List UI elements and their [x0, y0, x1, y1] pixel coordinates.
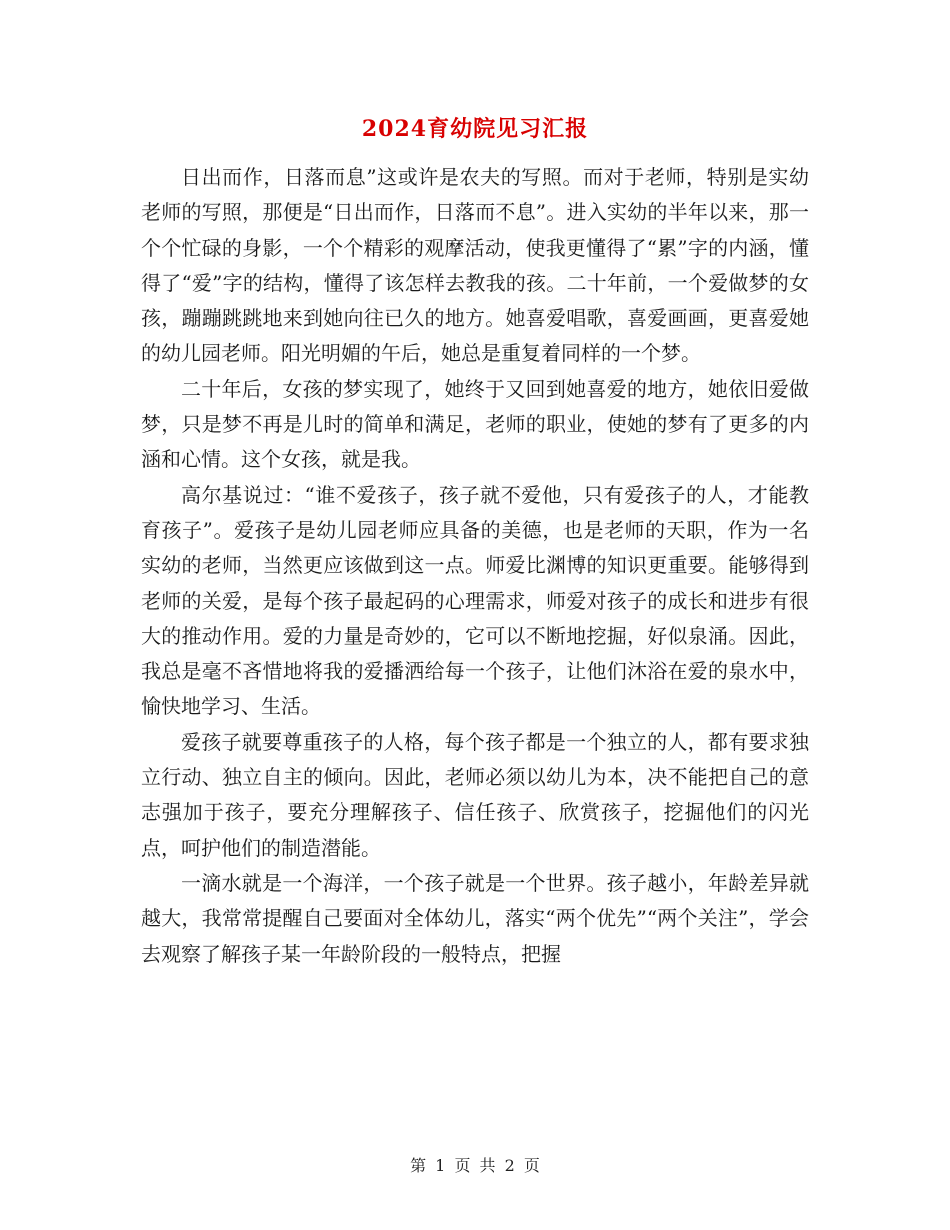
paragraph-2: 二十年后，女孩的梦实现了，她终于又回到她喜爱的地方，她依旧爱做梦，只是梦不再是儿时的简单和满足，老师的职业，使她的梦有了更多的内涵和心情。这个女孩，就是我。	[141, 376, 809, 472]
page-footer: 第 1 页 共 2 页	[410, 1156, 540, 1175]
paragraph-1: 日出而作，日落而息”这或许是农夫的写照。而对于老师，特别是实幼老师的写照，那便是“日出而作，日落而不息”。进入实幼的半年以来，那一个个忙碌的身影，一个个精彩的观摩活动，使我更懂得了“累”字的内涵，懂得了“爱”字的结构，懂得了该怎样去教我的孩。二十年前，一个爱做梦的女孩，蹦蹦跳跳地来到她向往已久的地方。她喜爱唱歌，喜爱画画，更喜爱她的幼儿园老师。阳光明媚的午后，她总是重复着同样的一个梦。	[141, 165, 809, 366]
paragraph-3: 高尔基说过：“谁不爱孩子，孩子就不爱他，只有爱孩子的人，才能教育孩子”。爱孩子是幼儿园老师应具备的美德，也是老师的天职，作为一名实幼的老师，当然更应该做到这一点。师爱比渊博的知识更重要。能够得到老师的关爱，是每个孩子最起码的心理需求，师爱对孩子的成长和进步有很大的推动作用。爱的力量是奇妙的，它可以不断地挖掘，好似泉涌。因此，我总是毫不吝惜地将我的爱播洒给每一个孩子，让他们沐浴在爱的泉水中，愉快地学习、生活。	[141, 482, 809, 719]
paragraph-5: 一滴水就是一个海洋，一个孩子就是一个世界。孩子越小，年龄差异就越大，我常常提醒自己要面对全体幼儿，落实“两个优先”“两个关注”，学会去观察了解孩子某一年龄阶段的一般特点，把握	[141, 870, 809, 966]
paragraph-4: 爱孩子就要尊重孩子的人格，每个孩子都是一个独立的人，都有要求独立行动、独立自主的倾向。因此，老师必须以幼儿为本，决不能把自己的意志强加于孩子，要充分理解孩子、信任孩子、欣赏孩子，挖掘他们的闪光点，呵护他们的制造潜能。	[141, 729, 809, 860]
document-title: 2024育幼院见习汇报	[361, 116, 589, 142]
document-body	[141, 160, 809, 972]
